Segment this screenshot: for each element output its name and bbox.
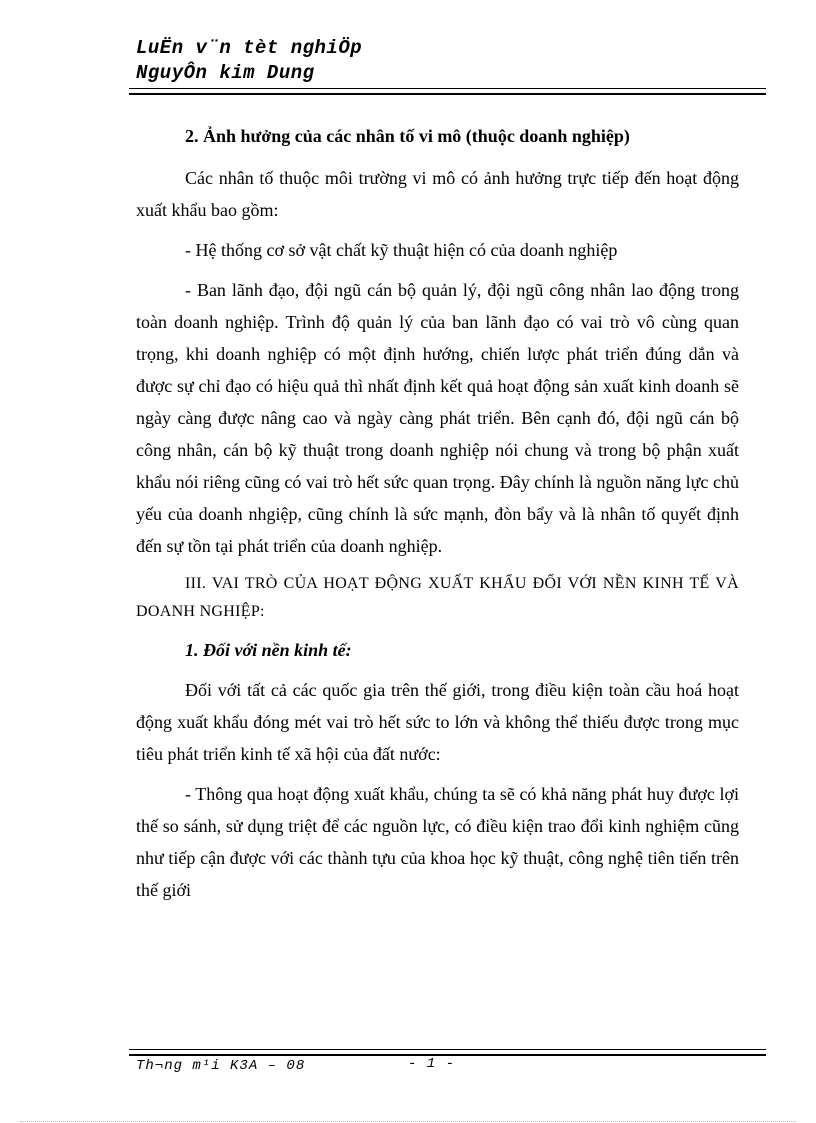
header-thesis-title: LuËn v¨n tèt nghiÖp	[136, 37, 363, 59]
section-heading-micro-factors: 2. Ảnh hưởng của các nhân tố vi mô (thuộc doanh nghiệp)	[185, 126, 630, 146]
page-body	[136, 120, 739, 914]
header-rule	[129, 88, 766, 95]
chapter-heading: III. VAI TRÒ CỦA HOẠT ĐỘNG XUẤT KHẨU ĐỐI VỚI NỀN KINH TẾ VÀ DOANH NGHIỆP:	[136, 575, 739, 620]
paragraph: Các nhân tố thuộc môi trường vi mô có ảnh hưởng trực tiếp đến hoạt động xuất khẩu bao gồm:	[136, 168, 739, 220]
paragraph: - Thông qua hoạt động xuất khẩu, chúng ta sẽ có khả năng phát huy được lợi thế so sánh, sử dụng triệt để các nguồn lực, có điều kiện trao đổi kinh nghiệm cũng như tiếp cận được với các thành tựu của khoa học kỹ thuật, công nghệ tiên tiến trên thế giới	[136, 784, 739, 900]
page-header	[136, 36, 766, 86]
page-footer	[136, 1056, 766, 1074]
page-bottom-border	[20, 1121, 796, 1122]
footer-rule	[129, 1049, 766, 1056]
page-number: - 1 -	[408, 1056, 456, 1072]
header-author: NguyÔn kim Dung	[136, 62, 315, 84]
paragraph: - Ban lãnh đạo, đội ngũ cán bộ quản lý, đội ngũ công nhân lao động trong toàn doanh nghiệp. Trình độ quản lý của ban lãnh đạo có vai trò vô cùng quan trọng, khi doanh nghiệp có một định hướng, chiến lược phát triển đúng dắn và được sự chỉ đạo có hiệu quả thì nhất định kết quả hoạt động sản xuất kinh doanh sẽ ngày càng được nâng cao và ngày càng phát triển. Bên cạnh đó, đội ngũ cán bộ công nhân, cán bộ kỹ thuật trong doanh nghiệp nói chung và trong bộ phận xuất khẩu nói riêng cũng có vai trò hết sức quan trọng. Đây chính là nguồn năng lực chủ yếu của doanh nhgiệp, cũng chính là sức mạnh, đòn bẩy và là nhân tố quyết định đến sự tồn tại phát triển của doanh nghiệp.	[136, 280, 739, 556]
footer-class-label: Th¬ng m¹i K3A – 08	[136, 1058, 306, 1074]
paragraph: Đối với tất cả các quốc gia trên thế giới, trong điều kiện toàn cầu hoá hoạt động xuất khẩu đóng mét vai trò hết sức to lớn và không thể thiếu được trong mục tiêu phát triển kinh tế xã hội của đất nước:	[136, 680, 739, 764]
section-heading-economy: 1. Đối với nền kinh tế:	[185, 640, 352, 660]
paragraph: - Hệ thống cơ sở vật chất kỹ thuật hiện có của doanh nghiệp	[185, 240, 618, 260]
